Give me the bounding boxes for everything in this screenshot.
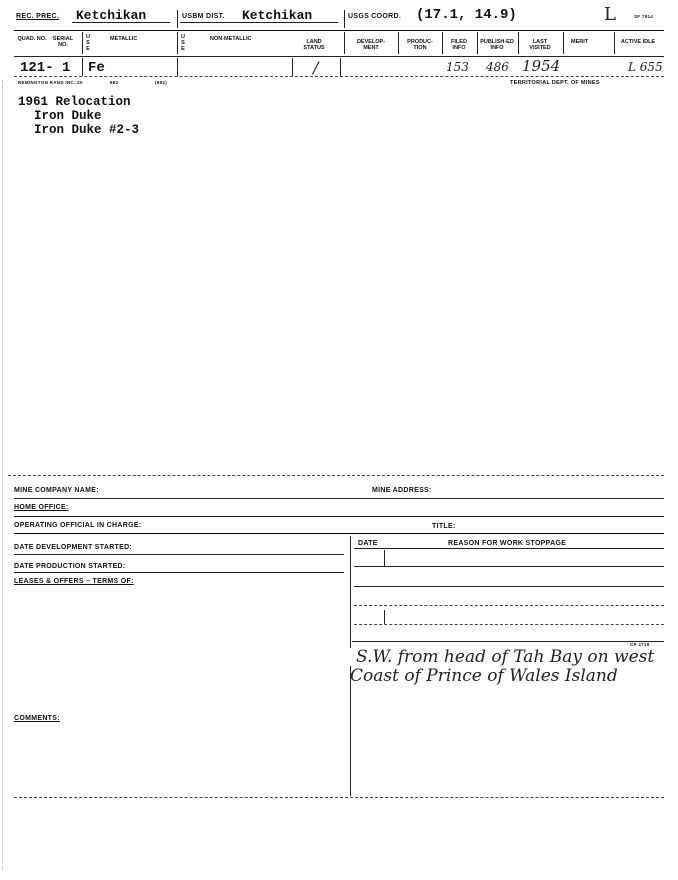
record-published-info: 486 xyxy=(486,60,509,74)
left-edge xyxy=(2,80,3,870)
date-production-label: DATE PRODUCTION STARTED: xyxy=(14,563,126,570)
divider xyxy=(344,32,345,54)
divider xyxy=(518,32,519,54)
mine-address-label: MINE ADDRESS: xyxy=(372,487,432,494)
record-rule xyxy=(14,76,664,77)
divider xyxy=(563,32,564,54)
col-metallic: METALLIC xyxy=(110,36,138,42)
corner-mark: L xyxy=(604,4,616,25)
divider xyxy=(384,550,385,566)
divider xyxy=(398,32,399,54)
rule xyxy=(14,498,664,499)
operating-official-label: OPERATING OFFICIAL IN CHARGE: xyxy=(14,522,142,529)
divider xyxy=(350,666,351,796)
divider xyxy=(177,58,178,76)
usbm-dist-label: USBM DIST. xyxy=(182,13,225,20)
col-active-idle: ACTIVE IDLE xyxy=(620,39,656,45)
record-filed-info: 153 xyxy=(446,60,469,74)
mine-company-name-label: MINE COMPANY NAME: xyxy=(14,487,99,494)
col-last-visited: LAST VISITED xyxy=(529,39,551,51)
record-land-status: / xyxy=(313,58,319,77)
divider xyxy=(82,58,83,76)
usgs-coord-value: (17.1, 14.9) xyxy=(416,7,517,23)
col-merit: MERIT xyxy=(571,39,589,45)
rec-prec-value: Ketchikan xyxy=(76,8,147,23)
rule xyxy=(354,548,664,549)
comments-label: COMMENTS: xyxy=(14,715,60,722)
record-metallic: Fe xyxy=(88,60,105,76)
usbm-underline xyxy=(180,22,338,23)
note-line-2: Iron Duke xyxy=(34,109,102,123)
rule xyxy=(354,586,664,587)
divider xyxy=(344,10,345,28)
location-note-line-2: Coast of Prince of Wales Island xyxy=(350,666,618,686)
col-quad-no: QUAD. NO. xyxy=(17,36,47,42)
header-rule xyxy=(14,30,664,31)
record-active-idle: L 655 xyxy=(628,60,663,74)
divider xyxy=(292,58,293,76)
divider xyxy=(477,32,478,54)
col-serial-no: SERIAL NO. xyxy=(52,36,74,48)
divider xyxy=(384,610,385,624)
code-mark-1: 882 xyxy=(110,80,119,85)
rule xyxy=(14,533,664,534)
rec-prec-underline xyxy=(72,22,170,23)
rule xyxy=(14,572,344,573)
col-published-info: PUBLISH-ED INFO xyxy=(480,39,514,51)
record-quad-serial: 121- 1 xyxy=(20,60,71,76)
rec-prec-label: REC. PREC. xyxy=(16,13,60,20)
rule xyxy=(14,554,344,555)
col-land-status: LAND STATUS xyxy=(303,39,325,51)
divider xyxy=(350,536,351,648)
stamp-mark: CP 2719 xyxy=(630,642,650,647)
code-mark-2: (882) xyxy=(155,80,168,85)
column-rule xyxy=(14,56,664,57)
divider xyxy=(614,32,615,54)
date-development-label: DATE DEVELOPMENT STARTED: xyxy=(14,544,133,551)
col-use: U S E xyxy=(86,34,90,52)
rule xyxy=(354,566,664,567)
date-column-label: DATE xyxy=(358,540,378,547)
rule xyxy=(354,605,664,606)
home-office-label: HOME OFFICE: xyxy=(14,504,69,511)
rule xyxy=(354,624,664,625)
note-line-3: Iron Duke #2-3 xyxy=(34,123,140,137)
col-non-metallic: NON-METALLIC xyxy=(210,36,252,42)
note-line-1: 1961 Relocation xyxy=(18,95,131,109)
col-development: DEVELOP-MENT xyxy=(356,39,386,51)
divider xyxy=(177,10,178,28)
lower-top-rule xyxy=(8,475,664,476)
col-filed-info: FILED INFO xyxy=(451,39,467,51)
divider xyxy=(442,32,443,54)
agency-mark: TERRITORIAL DEPT. OF MINES xyxy=(510,80,600,86)
record-last-visited: 1954 xyxy=(522,57,561,75)
rule xyxy=(14,797,664,798)
rule xyxy=(352,641,664,642)
usgs-coord-label: USGS COORD. xyxy=(348,13,402,20)
divider xyxy=(82,32,83,54)
form-number: SF 7914 xyxy=(634,14,654,19)
leases-offers-label: LEASES & OFFERS – TERMS OF: xyxy=(14,578,134,585)
divider xyxy=(177,32,178,54)
col-production: PRODUC-TION xyxy=(407,39,433,51)
usbm-dist-value: Ketchikan xyxy=(242,8,313,23)
location-note-line-1: S.W. from head of Tah Bay on west xyxy=(356,647,655,667)
title-label: TITLE: xyxy=(432,523,456,530)
col-use-2: U S E xyxy=(181,34,185,52)
printer-mark: REMINGTON RAND INC. 20 xyxy=(18,80,83,85)
reason-column-label: REASON FOR WORK STOPPAGE xyxy=(448,540,567,547)
divider xyxy=(340,58,341,76)
rule xyxy=(14,516,664,517)
